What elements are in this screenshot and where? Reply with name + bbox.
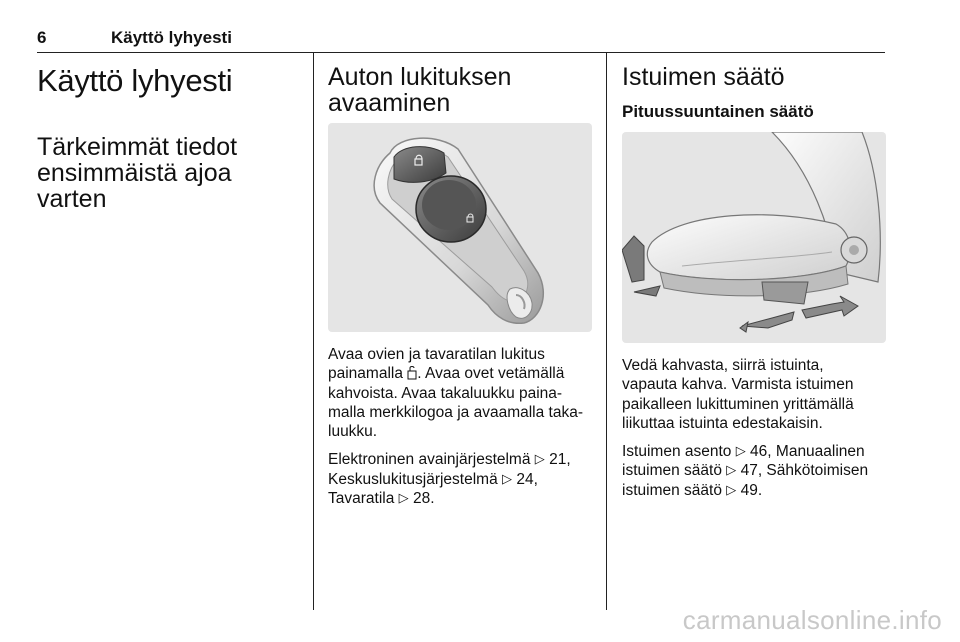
reference-link[interactable]: istuimen säätö	[622, 462, 722, 480]
seat-instructions-paragraph	[622, 356, 892, 433]
page-reference-icon: ▷	[726, 481, 737, 497]
page-reference-icon: ▷	[502, 470, 513, 486]
cross-reference-paragraph	[328, 450, 598, 508]
text-line: . Avaa ovet vetämällä	[417, 365, 565, 383]
reference-link[interactable]: Istuimen asento	[622, 443, 732, 461]
page-ref-number: 24,	[512, 470, 538, 488]
text-line: Avaa ovien ja tavaratilan lukitus	[328, 346, 545, 363]
key-fob-drawing	[328, 123, 592, 332]
column-1	[37, 64, 297, 212]
column-divider	[606, 52, 607, 610]
section-title-line: Tärkeimmät tiedot	[37, 133, 238, 161]
cross-reference-paragraph	[622, 442, 892, 500]
reference-link[interactable]: istuimen säätö	[622, 481, 722, 499]
seat-drawing	[622, 132, 886, 343]
section-title	[37, 134, 297, 212]
watermark: carmanualsonline.info	[682, 605, 942, 635]
heading-line: avaaminen	[328, 89, 451, 117]
running-title: Käyttö lyhyesti	[111, 28, 232, 47]
column-2	[328, 64, 596, 116]
unlocking-text	[328, 345, 598, 517]
page-reference-icon: ▷	[726, 462, 737, 478]
page-reference-icon: ▷	[398, 490, 409, 506]
page-ref-number: 21,	[544, 451, 571, 469]
section-title-line: varten	[37, 185, 107, 213]
page-reference-icon: ▷	[735, 443, 746, 459]
reference-link[interactable]: Elektroninen avainjärjestelmä	[328, 451, 531, 469]
text-line: liikuttaa istuinta edestakaisin.	[622, 414, 823, 432]
text-line: Vedä kahvasta, siirrä istuinta,	[622, 357, 824, 374]
text-line: luukku.	[328, 423, 378, 441]
page-ref-text: 46, Manuaalinen	[745, 443, 865, 461]
column-3	[622, 64, 890, 122]
page-ref-text: 49.	[736, 481, 763, 499]
section-title-line: ensimmäistä ajoa	[37, 159, 232, 187]
column-divider	[313, 52, 314, 610]
text-line: malla merkkilogoa ja avaamalla taka-	[328, 403, 584, 421]
page-header	[37, 28, 885, 53]
text-line: kahvoista. Avaa takaluukku paina-	[328, 384, 563, 402]
section-heading-seat-adjustment: Istuimen säätö	[622, 63, 785, 91]
subheading-longitudinal: Pituussuuntainen säätö	[622, 102, 814, 121]
text-line: vapauta kahva. Varmista istuimen	[622, 376, 854, 394]
page-ref-number: 28.	[408, 490, 435, 508]
unlock-symbol-icon	[407, 365, 417, 379]
text-line: paikalleen lukittuminen yrittämällä	[622, 395, 854, 413]
chapter-title: Käyttö lyhyesti	[37, 63, 233, 98]
heading-line: Auton lukituksen	[328, 63, 512, 91]
key-fob-illustration	[328, 123, 592, 332]
reference-link[interactable]: Keskuslukitusjärjestelmä	[328, 470, 498, 488]
reference-link[interactable]: Tavaratila	[328, 490, 395, 508]
page-ref-text: 47, Sähkötoimisen	[736, 462, 869, 480]
section-heading-unlocking	[328, 64, 596, 116]
seat-adjustment-illustration	[622, 132, 886, 343]
page-reference-icon: ▷	[534, 451, 545, 467]
text-line: painamalla	[328, 365, 403, 383]
seat-adjustment-text	[622, 356, 892, 509]
page-number: 6	[37, 28, 47, 47]
unlocking-paragraph	[328, 345, 598, 441]
